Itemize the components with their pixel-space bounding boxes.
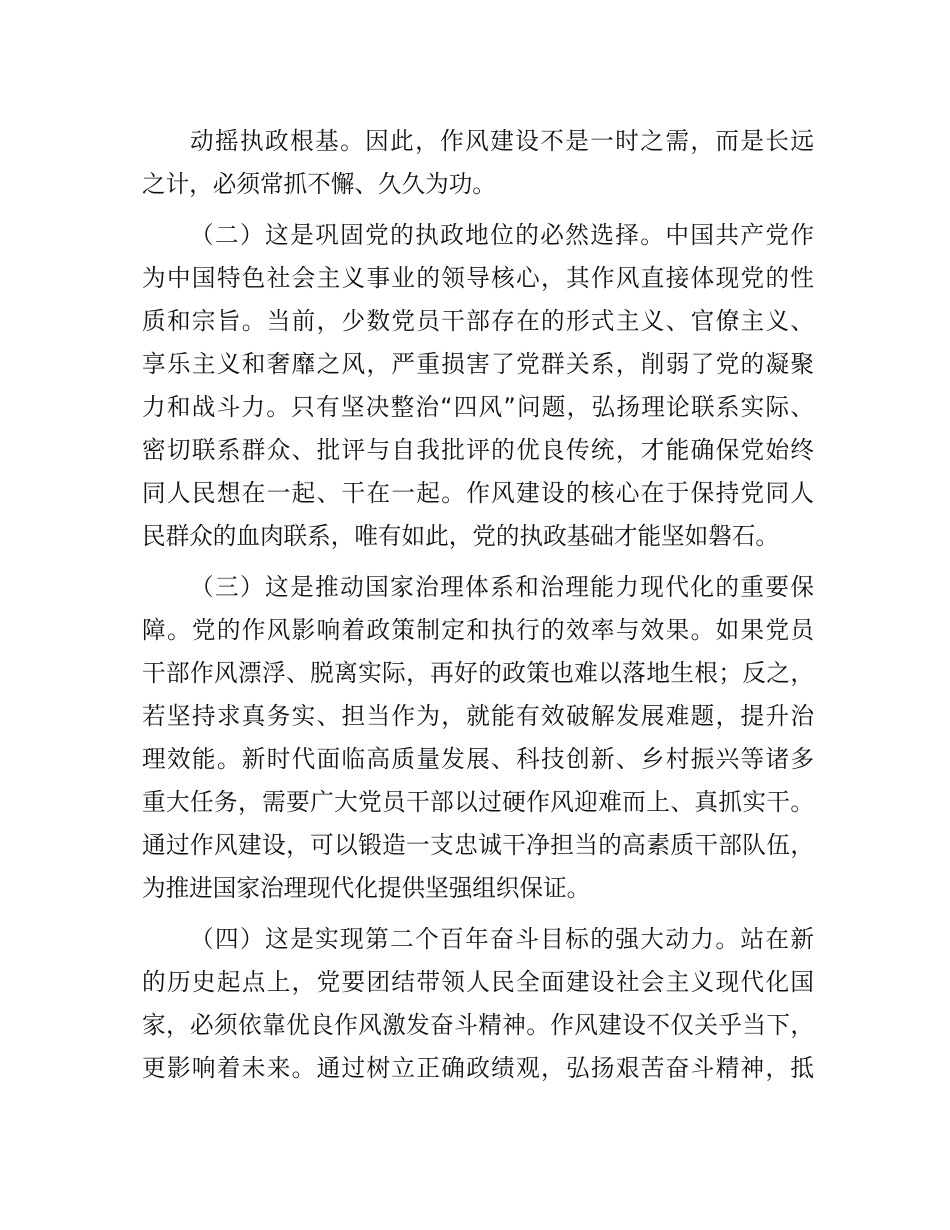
paragraph-section-four: [142, 918, 814, 1090]
paragraph-section-two: [142, 214, 814, 558]
document-page: [142, 120, 814, 1098]
paragraph-section-three: [142, 566, 814, 910]
text-line: 为中国特色社会主义事业的领导核心，其作风直接体现党的性: [142, 264, 814, 292]
text-line: 家，必须依靠优良作风激发奋斗精神。作风建设不仅关乎当下，: [142, 1011, 814, 1039]
text-line: 的历史起点上，党要团结带领人民全面建设社会主义现代化国: [142, 968, 814, 996]
text-line: 之计，必须常抓不懈、久久为功。: [142, 170, 496, 198]
text-line: 密切联系群众、批评与自我批评的优良传统，才能确保党始终: [142, 436, 814, 464]
text-line: 更影响着未来。通过树立正确政绩观，弘扬艰苦奋斗精神，抵: [142, 1054, 814, 1082]
text-line: 力和战斗力。只有坚决整治“四风”问题，弘扬理论联系实际、: [142, 393, 814, 421]
text-line: 民群众的血肉联系，唯有如此，党的执政基础才能坚如磐石。: [142, 522, 780, 550]
text-line: 重大任务，需要广大党员干部以过硬作风迎难而上、真抓实干。: [142, 788, 814, 816]
text-line: 同人民想在一起、干在一起。作风建设的核心在于保持党同人: [142, 479, 814, 507]
text-line: 通过作风建设，可以锻造一支忠诚干净担当的高素质干部队伍，: [142, 831, 814, 859]
text-line: 动摇执政根基。因此，作风建设不是一时之需，而是长远: [190, 127, 814, 155]
text-line: 享乐主义和奢靡之风，严重损害了党群关系，削弱了党的凝聚: [142, 350, 814, 378]
text-line: 理效能。新时代面临高质量发展、科技创新、乡村振兴等诸多: [142, 745, 814, 773]
text-line: 若坚持求真务实、担当作为，就能有效破解发展难题，提升治: [142, 702, 814, 730]
text-line: （二）这是巩固党的执政地位的必然选择。中国共产党作: [190, 221, 814, 249]
text-line: 为推进国家治理现代化提供坚强组织保证。: [142, 874, 591, 902]
text-line: 干部作风漂浮、脱离实际，再好的政策也难以落地生根；反之，: [142, 659, 814, 687]
paragraph-continuation: [142, 120, 814, 206]
text-line: （三）这是推动国家治理体系和治理能力现代化的重要保: [190, 573, 814, 601]
text-line: （四）这是实现第二个百年奋斗目标的强大动力。站在新: [190, 925, 814, 953]
text-line: 质和宗旨。当前，少数党员干部存在的形式主义、官僚主义、: [142, 307, 814, 335]
text-line: 障。党的作风影响着政策制定和执行的效率与效果。如果党员: [142, 616, 814, 644]
